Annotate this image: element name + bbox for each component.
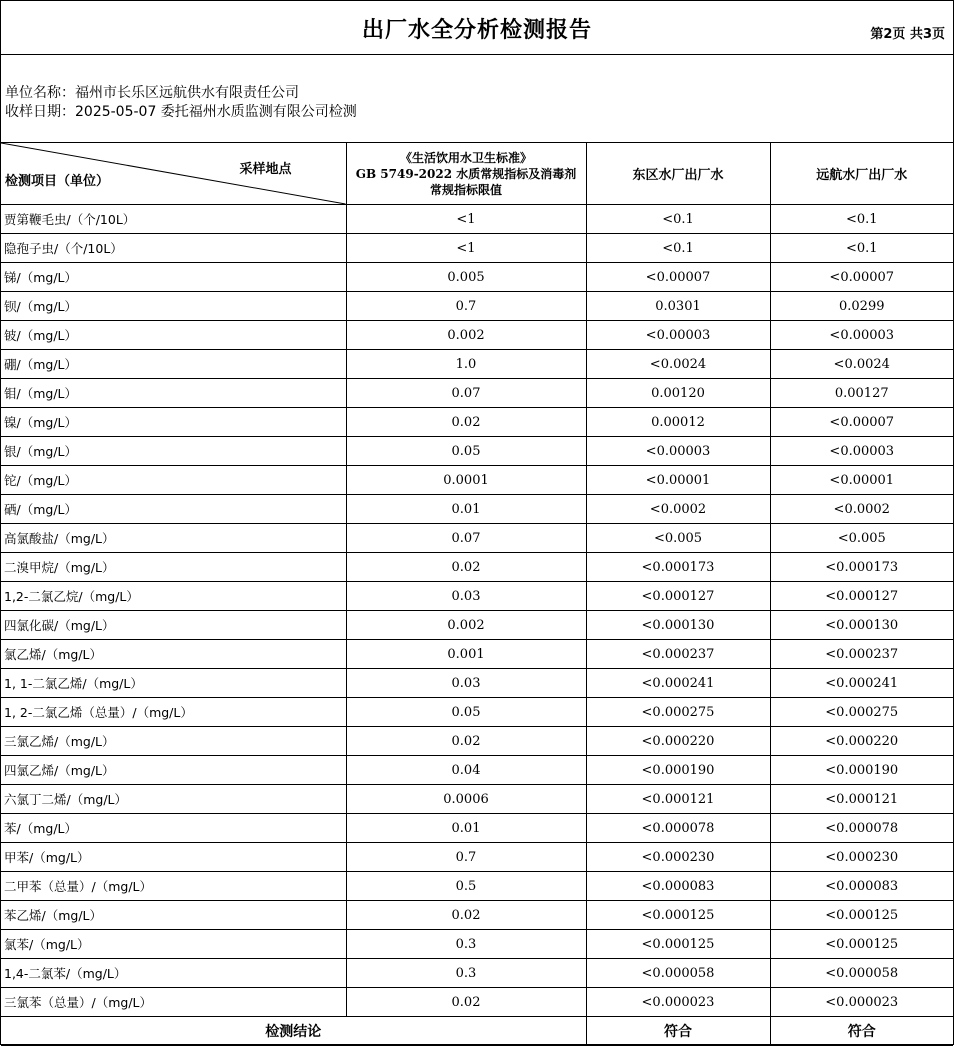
table-row [1,524,953,553]
limit-cell: 0.5 [346,872,586,901]
conclusion-label: 检测结论 [1,1017,586,1046]
table-row [1,727,953,756]
table-row [1,437,953,466]
table-row [1,379,953,408]
item-cell: 1,2-二氯乙烷/（mg/L） [1,582,346,611]
conclusion-site2: 符合 [770,1017,953,1046]
item-cell: 氯乙烯/（mg/L） [1,640,346,669]
corner-header [1,143,346,205]
site1-value: <0.000230 [586,843,770,872]
site2-value: <0.000241 [770,669,953,698]
site2-value: <0.00007 [770,408,953,437]
site2-value: <0.000078 [770,814,953,843]
site1-value: <0.000125 [586,930,770,959]
site2-value: <0.000230 [770,843,953,872]
table-row [1,234,953,263]
site2-value: <0.000125 [770,901,953,930]
site2-value: <0.000173 [770,553,953,582]
report-info [1,55,953,143]
standard-line-2: GB 5749-2022 水质常规指标及消毒剂 [355,166,577,181]
table-row [1,669,953,698]
item-cell: 六氯丁二烯/（mg/L） [1,785,346,814]
site1-value: 0.0301 [586,292,770,321]
sampling-site-label: 采样地点 [239,162,292,177]
unit-name: 单位名称：福州市长乐区远航供水有限责任公司 [5,85,299,101]
item-cell: 二甲苯（总量）/（mg/L） [1,872,346,901]
limit-cell: 0.001 [346,640,586,669]
limit-cell: 0.05 [346,437,586,466]
item-cell: 1,4-二氯苯/（mg/L） [1,959,346,988]
limit-cell: 0.03 [346,582,586,611]
item-cell: 苯乙烯/（mg/L） [1,901,346,930]
site1-value: <0.1 [586,234,770,263]
site2-value: <0.000058 [770,959,953,988]
item-cell: 氯苯/（mg/L） [1,930,346,959]
table-row [1,495,953,524]
site1-value: <0.000125 [586,901,770,930]
table-row [1,611,953,640]
item-cell: 二溴甲烷/（mg/L） [1,553,346,582]
site2-value: <0.000121 [770,785,953,814]
site1-value: <0.000058 [586,959,770,988]
limit-cell: 0.3 [346,959,586,988]
results-table [1,143,953,1046]
report-title: 出厂水全分析检测报告 [361,18,592,43]
site2-value: <0.0002 [770,495,953,524]
site2-value: <0.000083 [770,872,953,901]
conclusion-site1: 符合 [586,1017,770,1046]
table-row [1,582,953,611]
limit-cell: 0.7 [346,292,586,321]
table-row [1,350,953,379]
site1-value: <0.00007 [586,263,770,292]
standard-header [346,143,586,205]
item-cell: 四氯化碳/（mg/L） [1,611,346,640]
limit-cell: 1.0 [346,350,586,379]
site1-value: <0.0002 [586,495,770,524]
site2-value: <0.1 [770,234,953,263]
limit-cell: 0.02 [346,727,586,756]
site1-value: <0.000237 [586,640,770,669]
site2-value: <0.000023 [770,988,953,1017]
item-cell: 甲苯/（mg/L） [1,843,346,872]
table-row [1,263,953,292]
site1-value: <0.000121 [586,785,770,814]
table-row [1,408,953,437]
site2-value: <0.000127 [770,582,953,611]
table-row [1,205,953,234]
item-cell: 三氯苯（总量）/（mg/L） [1,988,346,1017]
item-cell: 四氯乙烯/（mg/L） [1,756,346,785]
item-cell: 硼/（mg/L） [1,350,346,379]
site2-value: <0.005 [770,524,953,553]
item-cell: 1, 1-二氯乙烯/（mg/L） [1,669,346,698]
table-row [1,553,953,582]
site1-value: <0.000078 [586,814,770,843]
table-row [1,292,953,321]
site2-value: <0.00001 [770,466,953,495]
site1-value: <0.000083 [586,872,770,901]
limit-cell: 0.02 [346,408,586,437]
table-row [1,988,953,1017]
site1-value: 0.00012 [586,408,770,437]
site2-value: 0.00127 [770,379,953,408]
item-cell: 苯/（mg/L） [1,814,346,843]
limit-cell: 0.01 [346,814,586,843]
limit-cell: 0.07 [346,524,586,553]
site1-value: <0.000127 [586,582,770,611]
table-row [1,756,953,785]
table-header-row [1,143,953,205]
item-cell: 高氯酸盐/（mg/L） [1,524,346,553]
site1-value: <0.00003 [586,321,770,350]
site1-header: 东区水厂出厂水 [586,143,770,205]
page-number: 第2页 共3页 [870,27,945,42]
site2-value: <0.000190 [770,756,953,785]
table-row [1,640,953,669]
site1-value: <0.000130 [586,611,770,640]
site2-value: <0.000130 [770,611,953,640]
table-body [1,205,953,1017]
site1-value: <0.000173 [586,553,770,582]
item-cell: 硒/（mg/L） [1,495,346,524]
limit-cell: 0.0001 [346,466,586,495]
limit-cell: 0.03 [346,669,586,698]
site1-value: 0.00120 [586,379,770,408]
item-cell: 铍/（mg/L） [1,321,346,350]
standard-line-3: 常规指标限值 [429,182,502,197]
table-row [1,814,953,843]
site2-value: <0.00007 [770,263,953,292]
item-cell: 银/（mg/L） [1,437,346,466]
site1-value: <0.0024 [586,350,770,379]
item-cell: 钡/（mg/L） [1,292,346,321]
item-cell: 贾第鞭毛虫/（个/10L） [1,205,346,234]
item-cell: 三氯乙烯/（mg/L） [1,727,346,756]
limit-cell: <1 [346,234,586,263]
limit-cell: 0.01 [346,495,586,524]
site2-header: 远航水厂出厂水 [770,143,953,205]
table-row [1,785,953,814]
test-item-label: 检测项目（单位） [5,174,110,189]
item-cell: 锑/（mg/L） [1,263,346,292]
site1-value: <0.00001 [586,466,770,495]
limit-cell: 0.07 [346,379,586,408]
limit-cell: 0.3 [346,930,586,959]
table-row [1,466,953,495]
site2-value: <0.0024 [770,350,953,379]
site1-value: <0.000275 [586,698,770,727]
table-row [1,901,953,930]
limit-cell: 0.02 [346,988,586,1017]
sample-date: 收样日期：2025-05-07 委托福州水质监测有限公司检测 [5,104,357,120]
limit-cell: 0.02 [346,901,586,930]
item-cell: 1, 2-二氯乙烯（总量）/（mg/L） [1,698,346,727]
table-row [1,872,953,901]
item-cell: 镍/（mg/L） [1,408,346,437]
site2-value: <0.00003 [770,437,953,466]
conclusion-row [1,1017,953,1046]
limit-cell: 0.002 [346,611,586,640]
site1-value: <0.005 [586,524,770,553]
site1-value: <0.000241 [586,669,770,698]
site1-value: <0.000190 [586,756,770,785]
title-bar [1,1,953,55]
site2-value: <0.000220 [770,727,953,756]
item-cell: 隐孢子虫/（个/10L） [1,234,346,263]
site2-value: <0.000237 [770,640,953,669]
site2-value: <0.000125 [770,930,953,959]
site1-value: <0.000023 [586,988,770,1017]
limit-cell: 0.002 [346,321,586,350]
table-row [1,843,953,872]
site2-value: 0.0299 [770,292,953,321]
site1-value: <0.1 [586,205,770,234]
table-row [1,930,953,959]
limit-cell: 0.05 [346,698,586,727]
limit-cell: 0.7 [346,843,586,872]
limit-cell: 0.02 [346,553,586,582]
limit-cell: 0.0006 [346,785,586,814]
site1-value: <0.00003 [586,437,770,466]
site2-value: <0.000275 [770,698,953,727]
item-cell: 钼/（mg/L） [1,379,346,408]
site2-value: <0.00003 [770,321,953,350]
limit-cell: 0.005 [346,263,586,292]
site2-value: <0.1 [770,205,953,234]
table-row [1,321,953,350]
table-row [1,959,953,988]
standard-line-1: 《生活饮用水卫生标准》 [399,150,532,165]
item-cell: 铊/（mg/L） [1,466,346,495]
limit-cell: <1 [346,205,586,234]
table-row [1,698,953,727]
limit-cell: 0.04 [346,756,586,785]
site1-value: <0.000220 [586,727,770,756]
